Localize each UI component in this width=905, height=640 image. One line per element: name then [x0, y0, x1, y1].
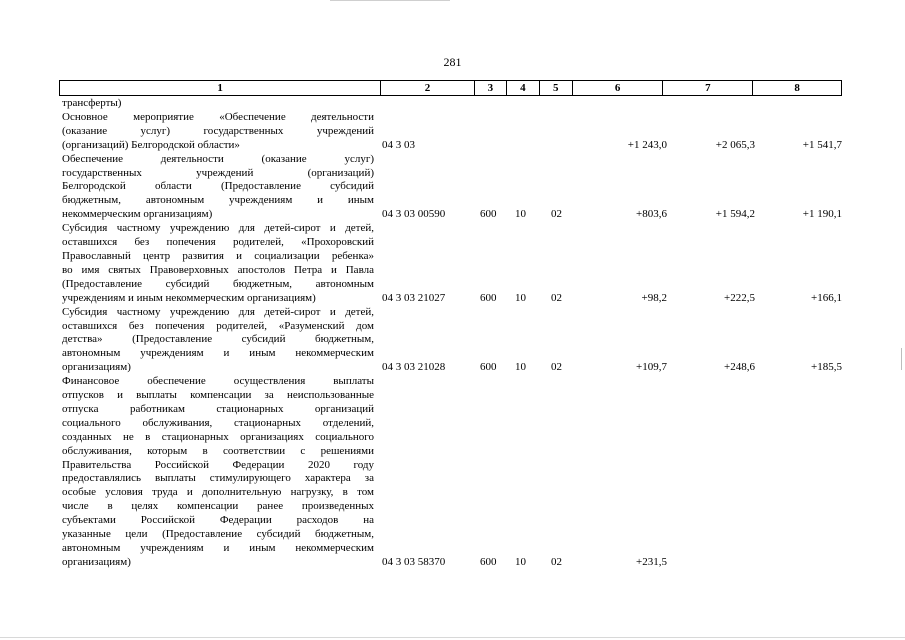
- subsection: 02: [551, 208, 562, 221]
- subsection: 02: [551, 361, 562, 374]
- description-line: Субсидия частному учреждению для детей-сирот и детей,: [62, 222, 374, 235]
- section: 10: [515, 208, 526, 221]
- expense-type: 600: [480, 208, 497, 221]
- column-header-4: 4: [507, 81, 540, 95]
- row-description: [62, 222, 374, 305]
- description-line: созданных не в стационарных организациях социального: [62, 430, 374, 443]
- amount-col-7: +248,6: [724, 361, 755, 374]
- budget-code: 04 3 03: [382, 138, 415, 151]
- column-header-3: 3: [475, 81, 507, 95]
- row-description: [62, 306, 374, 376]
- description-line: во имя святых Правоверховных апостолов Петра и Павла: [62, 263, 374, 276]
- budget-code: 04 3 03 00590: [382, 208, 446, 221]
- amount-col-7: +1 594,2: [715, 208, 755, 221]
- expense-type: 600: [480, 291, 497, 304]
- amount-col-6: +1 243,0: [627, 138, 667, 151]
- table-row: [62, 97, 842, 111]
- table-row: [62, 153, 842, 223]
- description-line: государственных учреждений (организаций): [62, 166, 374, 179]
- budget-code: 04 3 03 58370: [382, 555, 446, 568]
- description-line: оставшихся без попечения родителей, «Разуменский дом: [62, 319, 374, 332]
- description-line: детства» (Предоставление субсидий бюджетным,: [62, 333, 374, 346]
- subsection: 02: [551, 555, 562, 568]
- description-line: (Предоставление субсидий бюджетным, автономным: [62, 277, 374, 290]
- amount-col-7: +222,5: [724, 291, 755, 304]
- description-line: Белгородской области (Предоставление субсидий: [62, 180, 374, 193]
- row-description: [62, 153, 374, 223]
- description-line: Обеспечение деятельности (оказание услуг): [62, 152, 374, 165]
- description-line: автономным учреждениям и иным некоммерческим: [62, 542, 374, 554]
- amount-col-6: +231,5: [636, 555, 667, 568]
- section: 10: [515, 555, 526, 568]
- column-header-5: 5: [540, 81, 573, 95]
- description-line: оставшихся без попечения родителей, «Прохоровский: [62, 236, 374, 249]
- table-row: [62, 375, 842, 570]
- amount-col-6: +98,2: [641, 291, 667, 304]
- row-description: [62, 111, 374, 153]
- description-line: отпусков и выплаты компенсации за неиспользованные: [62, 389, 374, 402]
- amount-col-6: +109,7: [636, 361, 667, 374]
- scan-edge-bottom: [0, 637, 905, 638]
- amount-col-8: +166,1: [811, 291, 842, 304]
- amount-col-6: +803,6: [636, 208, 667, 221]
- description-line: Правительства Российской Федерации 2020 году: [62, 458, 374, 471]
- description-line: организациям): [62, 361, 131, 374]
- table-row: [62, 306, 842, 376]
- table-row: [62, 222, 842, 305]
- column-header-6: 6: [573, 81, 664, 95]
- table-header: [59, 80, 842, 96]
- column-header-1: 1: [60, 81, 381, 95]
- description-line: (оказание услуг) государственных учреждений: [62, 124, 374, 137]
- description-line: отпуска работникам стационарных организаций: [62, 402, 374, 415]
- row-description: [62, 375, 374, 570]
- description-line: особые условия труда и дополнительную нагрузку, в том: [62, 486, 374, 499]
- description-line: бюджетным, автономным учреждениям и иным: [62, 194, 374, 207]
- column-header-2: 2: [381, 81, 475, 95]
- amount-col-8: +1 541,7: [802, 138, 842, 151]
- description-line: автономным учреждениям и иным некоммерческим: [62, 347, 374, 360]
- row-description: [62, 97, 374, 111]
- description-line: некоммерческим организациям): [62, 208, 213, 221]
- subsection: 02: [551, 291, 562, 304]
- scan-edge-top: [330, 0, 450, 1]
- description-line: Православный центр развития и социализации ребенка»: [62, 249, 374, 262]
- description-line: указанные цели (Предоставление субсидий бюджетным,: [62, 528, 374, 541]
- description-line: числе в целях компенсации ранее произведенных: [62, 500, 374, 513]
- section: 10: [515, 361, 526, 374]
- table-body: [62, 97, 842, 570]
- scan-edge-right: [901, 348, 902, 370]
- description-line: предоставлялись выплаты стимулирующего характера за: [62, 472, 374, 485]
- section: 10: [515, 291, 526, 304]
- page-number: 281: [443, 55, 462, 69]
- description-line: (организаций) Белгородской области»: [62, 138, 240, 151]
- description-line: Финансовое обеспечение осуществления выплаты: [62, 375, 374, 388]
- amount-col-8: +185,5: [811, 361, 842, 374]
- description-line: учреждениям и иным некоммерческим организациям): [62, 291, 316, 304]
- amount-col-8: +1 190,1: [802, 208, 842, 221]
- description-line: обслуживания, которым в соответствии с решениями: [62, 444, 374, 457]
- description-line: трансферты): [62, 97, 122, 109]
- budget-code: 04 3 03 21028: [382, 361, 446, 374]
- description-line: субъектами Российской Федерации расходов на: [62, 514, 374, 527]
- expense-type: 600: [480, 555, 497, 568]
- amount-col-7: +2 065,3: [715, 138, 755, 151]
- description-line: Основное мероприятие «Обеспечение деятельности: [62, 110, 374, 123]
- description-line: Субсидия частному учреждению для детей-сирот и детей,: [62, 305, 374, 318]
- description-line: организациям): [62, 555, 131, 568]
- column-header-7: 7: [663, 81, 753, 95]
- column-header-8: 8: [794, 82, 800, 94]
- budget-code: 04 3 03 21027: [382, 291, 446, 304]
- expense-type: 600: [480, 361, 497, 374]
- table-row: [62, 111, 842, 153]
- description-line: социального обслуживания, стационарных отделений,: [62, 416, 374, 429]
